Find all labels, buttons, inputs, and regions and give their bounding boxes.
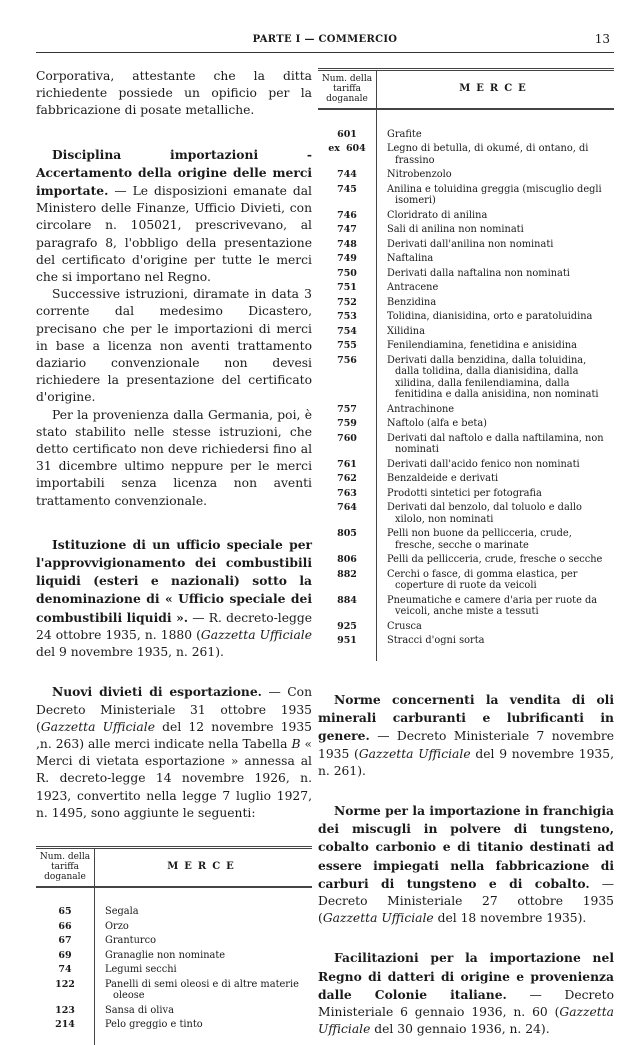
tariff-number: [318, 310, 377, 325]
tariff-number-value: 122: [55, 978, 75, 990]
merce-description: Naftalina: [387, 253, 434, 264]
merce-description: Pelli non buone da pellicceria, crude, fresche, secche o marinate: [387, 528, 572, 551]
tariff-number-value: 925: [337, 620, 357, 632]
table-row: [318, 553, 614, 568]
tariff-number: [318, 353, 377, 402]
table-row: [318, 417, 614, 432]
tariff-number-value: 214: [55, 1019, 75, 1031]
merce-description: Derivati dalla benzidina, dalla toluidina, dalla tolidina, dalla dianisidina, dalla xilidina, dalla fenilendiamina, dalla fenitidina e dalla anisidina, non nominati: [387, 354, 599, 400]
section-text: — R. decreto-legge 24 ottobre 1935, n. 1880 (: [36, 610, 312, 642]
tariff-number-value: 805: [337, 528, 357, 539]
tariff-number: [318, 501, 377, 527]
merce-description: Sansa di oliva: [105, 1004, 174, 1016]
tariff-number: [318, 281, 377, 296]
paragraph: Successive istruzioni, diramate in data 3 corrente dal medesimo Dicastero, precisano che per le importazioni di merci in base a licenza non aventi trattamento daziario convenzionale non devesi richiedere la presentazione del certificato d'origine.: [36, 287, 312, 405]
section-oli: [318, 691, 614, 780]
tariff-number-value: 601: [337, 128, 357, 140]
section-text: « Merci di vietata esportazione » annessa al R. decreto-legge 14 novembre 1926, n. 1923, convertito nella legge 7 luglio 1927, n. 1495, sono aggiunte le seguenti:: [36, 736, 312, 820]
merce-description: Prodotti sintetici per fotografia: [387, 487, 542, 499]
right-column: [318, 68, 614, 1038]
tariff-number: [318, 472, 377, 487]
page-number: 13: [594, 32, 610, 46]
table-row: [318, 252, 614, 267]
table-row: [36, 948, 312, 963]
tariff-number: [318, 431, 377, 457]
section-tungsteno: [318, 802, 614, 927]
tariff-number: [318, 619, 377, 634]
tariff-number: [318, 295, 377, 310]
section-datteri: [318, 949, 614, 1038]
tariff-number: [36, 977, 95, 1003]
tariff-number: [318, 208, 377, 223]
table-row: [318, 353, 614, 402]
tariff-number-value: 751: [337, 282, 357, 293]
tariff-number-value: 750: [337, 267, 357, 279]
table-row: [318, 127, 614, 142]
paragraph: Per la provenienza dalla Germania, poi, è stato stabilito nelle stesse istruzioni, che detto certificato non deve richiedersi fino al 31 dicembre ultimo neppure per le merci importabili senza licenza non aventi trattamento convenzionale.: [36, 407, 312, 508]
tariff-number: [318, 182, 377, 208]
section-text: — Con Decreto Ministeriale 31 ottobre 1935 (: [36, 685, 312, 734]
tariff-number-value: 760: [337, 432, 357, 444]
table-row: [36, 919, 312, 934]
tariff-number-value: 951: [337, 635, 357, 646]
tabella-letter: B: [291, 736, 301, 751]
section-text: del 30 gennaio 1936, n. 24).: [370, 1022, 550, 1037]
tariff-number-value: 756: [337, 354, 357, 366]
merce-table-left: [36, 846, 312, 1045]
column-header-num: Num. della tariffa doganale: [36, 849, 95, 887]
tariff-number: [36, 948, 95, 963]
tariff-number: [318, 237, 377, 252]
merce-description: Pneumatiche e camere d'aria per ruote da veicoli, anche miste a tessuti: [387, 594, 598, 617]
table-row: [318, 402, 614, 417]
left-column: [36, 68, 312, 1045]
merce-table-right: [318, 68, 614, 661]
section-text: del 12 novembre 1935 ,n. 263) alle merci indicate nella Tabella: [36, 719, 312, 751]
tariff-number: [318, 266, 377, 281]
merce-description: Legno di betulla, di okumé, di ontano, di frassino: [387, 143, 589, 166]
table-row: [318, 142, 614, 168]
tariff-number: [36, 934, 95, 949]
section-text: del 9 novembre 1935, n. 261).: [318, 746, 614, 778]
tariff-number-value: 752: [337, 296, 357, 308]
section-divieti: [36, 683, 312, 822]
tariff-number-value: 884: [337, 594, 357, 606]
tariff-number: [318, 402, 377, 417]
gazzetta-citation: Gazzetta Ufficiale: [318, 1005, 614, 1037]
merce-description: Panelli di semi oleosi e di altre materie oleose: [105, 978, 299, 1002]
section-text: — Le disposizioni emanate dal Ministero delle Finanze, Ufficio Divieti, con circolare n. 105021, prescrivevano, al paragrafo 8, l'obbligo della presentazione del certificato d'origine per tutte le merci che si importano nel Regno.: [36, 184, 312, 285]
tariff-number-value: 747: [337, 224, 357, 235]
tariff-number-value: 762: [337, 473, 357, 484]
table-row: [318, 339, 614, 354]
section-heading: Facilitazioni per la importazione nel Regno di datteri di origine e provenienza dalle Colonie italiane.: [318, 950, 614, 1002]
table-row: [318, 619, 614, 634]
tariff-number-value: 66: [58, 920, 72, 932]
tariff-number-value: 123: [55, 1004, 75, 1016]
section-ufficio: [36, 536, 312, 661]
table-row: [318, 208, 614, 223]
tariff-number-value: 755: [337, 340, 357, 351]
table-row: [318, 634, 614, 649]
table-row: [318, 472, 614, 487]
tariff-number-value: 754: [337, 325, 357, 337]
tariff-number-value: 882: [337, 568, 357, 580]
section-disciplina: [36, 146, 312, 287]
column-header-merce: MERCE: [167, 861, 240, 873]
section-heading: Istituzione di un ufficio speciale per l'approvvigionamento dei combustibili liquidi (esteri e nazionali) sotto la denominazione di « Ufficio speciale dei combustibili liquidi ».: [36, 536, 312, 625]
section-text: del 9 novembre 1935, n. 261).: [36, 645, 224, 660]
table-row: [36, 1003, 312, 1018]
tariff-number-value: 806: [337, 554, 357, 565]
table-row: [318, 237, 614, 252]
tariff-number: [318, 339, 377, 354]
section-text: — Decreto Ministeriale 6 gennaio 1936, n. 60 (: [318, 987, 614, 1020]
table-row: [36, 977, 312, 1003]
merce-description: Fenilendiamina, fenetidina e anisidina: [387, 340, 577, 351]
tariff-number: [318, 553, 377, 568]
merce-description: Grafite: [387, 128, 422, 140]
gazzetta-citation: Gazzetta Ufficiale: [322, 911, 434, 926]
tariff-number-value: 749: [337, 253, 357, 264]
intro-paragraph: Corporativa, attestante che la ditta richiedente possiede un opificio per la fabbricazione di posate metalliche.: [36, 69, 312, 118]
merce-description: Benzaldeide e derivati: [387, 473, 499, 484]
gazzetta-citation: Gazzetta Ufficiale: [200, 627, 312, 642]
tariff-number-value: 67: [58, 935, 72, 947]
merce-description: Pelli da pellicceria, crude, fresche o secche: [387, 554, 603, 565]
table-row: [318, 324, 614, 339]
tariff-number-value: 744: [337, 169, 357, 180]
section-heading: Nuovi divieti di esportazione.: [52, 684, 262, 700]
merce-description: Granturco: [105, 935, 156, 947]
table-row: [318, 295, 614, 310]
merce-description: Derivati dall'acido fenico non nominati: [387, 458, 580, 470]
table-row: [318, 457, 614, 472]
tariff-number: [318, 593, 377, 619]
merce-description: Derivati dal naftolo e dalla naftilamina, non nominati: [387, 432, 604, 455]
ex-prefix: ex: [328, 143, 340, 154]
table-row: [36, 905, 312, 920]
tariff-number-value: 65: [58, 906, 72, 918]
table-row: [318, 182, 614, 208]
tariff-number: [318, 457, 377, 472]
tariff-number-value: 759: [337, 418, 357, 429]
merce-description: Legumi secchi: [105, 964, 177, 976]
gazzetta-citation: Gazzetta Ufficiale: [358, 746, 471, 761]
tariff-number: [36, 963, 95, 978]
merce-description: Xilidina: [387, 325, 425, 337]
column-header-merce: MERCE: [459, 83, 532, 95]
table-row: [318, 431, 614, 457]
merce-description: Benzidina: [387, 296, 437, 308]
tariff-number: [36, 919, 95, 934]
table-row: [36, 1018, 312, 1033]
merce-description: Stracci d'ogni sorta: [387, 635, 485, 646]
gazzetta-citation: Gazzetta Ufficiale: [40, 719, 155, 734]
tariff-number-value: 761: [337, 458, 357, 470]
merce-description: Nitrobenzolo: [387, 169, 452, 180]
merce-description: Anilina e toluidina greggia (miscuglio degli isomeri): [387, 183, 602, 206]
table-row: [318, 567, 614, 593]
section-heading: Disciplina importazioni - Accertamento della origine delle merci importate.: [36, 146, 312, 199]
table-row: [318, 168, 614, 183]
tariff-number: [318, 567, 377, 593]
table-row: [36, 934, 312, 949]
merce-description: Cerchi o fasce, di gomma elastica, per coperture di ruote da veicoli: [387, 568, 578, 591]
section-text: — Decreto Ministeriale 27 ottobre 1935 (: [318, 876, 614, 926]
table-row: [318, 223, 614, 238]
tariff-number: [318, 486, 377, 501]
section-text: del 18 novembre 1935).: [433, 911, 587, 926]
page-header: [36, 30, 614, 53]
merce-description: Granaglie non nominate: [105, 949, 226, 961]
merce-description: Orzo: [105, 920, 129, 932]
tariff-number: [318, 417, 377, 432]
merce-description: Derivati dall'anilina non nominati: [387, 238, 554, 250]
tariff-number-value: 757: [337, 403, 357, 415]
tariff-number-value: 764: [337, 502, 357, 513]
merce-description: Segala: [105, 906, 139, 918]
table-row: [318, 266, 614, 281]
section-heading: Norme concernenti la vendita di oli minerali carburanti e lubrificanti in genere.: [318, 692, 614, 744]
merce-description: Naftolo (alfa e beta): [387, 418, 487, 429]
tariff-number: [318, 168, 377, 183]
table-row: [318, 501, 614, 527]
table-row: [318, 281, 614, 296]
merce-description: Antracene: [387, 282, 439, 293]
column-header-num: Num. della tariffa doganale: [318, 71, 377, 109]
tariff-number-value: 753: [337, 311, 357, 322]
tariff-number-value: 604: [345, 143, 366, 154]
tariff-number-value: 74: [58, 964, 72, 976]
merce-description: Crusca: [387, 620, 422, 632]
table-row: [318, 527, 614, 553]
tariff-number-value: 69: [58, 949, 72, 961]
table-row: [318, 593, 614, 619]
table-row: [36, 963, 312, 978]
merce-description: Cloridrato di anilina: [387, 209, 488, 221]
tariff-number-value: 763: [337, 487, 357, 499]
section-text: — Decreto Ministeriale 7 novembre 1935 (: [318, 729, 614, 761]
merce-description: Tolidina, dianisidina, orto e paratoluidina: [387, 311, 593, 322]
merce-description: Antrachinone: [387, 403, 455, 415]
section-heading: Norme per la importazione in franchigia dei miscugli in polvere di tungsteno, cobalto carbonio e di titanio destinati ad essere impiegati nella fabbricazione di carburi di tungsteno e di cobalto.: [318, 803, 614, 891]
tariff-number: [36, 905, 95, 920]
tariff-number: [318, 527, 377, 553]
tariff-number: [36, 1003, 95, 1018]
table-row: [318, 486, 614, 501]
tariff-number-value: 745: [337, 183, 357, 195]
tariff-number: [318, 127, 377, 142]
tariff-number-value: 748: [337, 238, 357, 250]
tariff-number: [318, 634, 377, 649]
tariff-number: [318, 324, 377, 339]
tariff-number: [318, 252, 377, 267]
merce-description: Derivati dalla naftalina non nominati: [387, 267, 570, 279]
table-row: [318, 310, 614, 325]
merce-description: Derivati dal benzolo, dal toluolo e dallo xilolo, non nominati: [387, 502, 582, 525]
tariff-number-value: 746: [337, 209, 357, 221]
merce-description: Sali di anilina non nominati: [387, 224, 524, 235]
tariff-number: [318, 142, 377, 168]
merce-description: Pelo greggio e tinto: [105, 1019, 203, 1031]
tariff-number: [318, 223, 377, 238]
running-title: PARTE I — COMMERCIO: [252, 34, 398, 45]
tariff-number: [36, 1018, 95, 1033]
